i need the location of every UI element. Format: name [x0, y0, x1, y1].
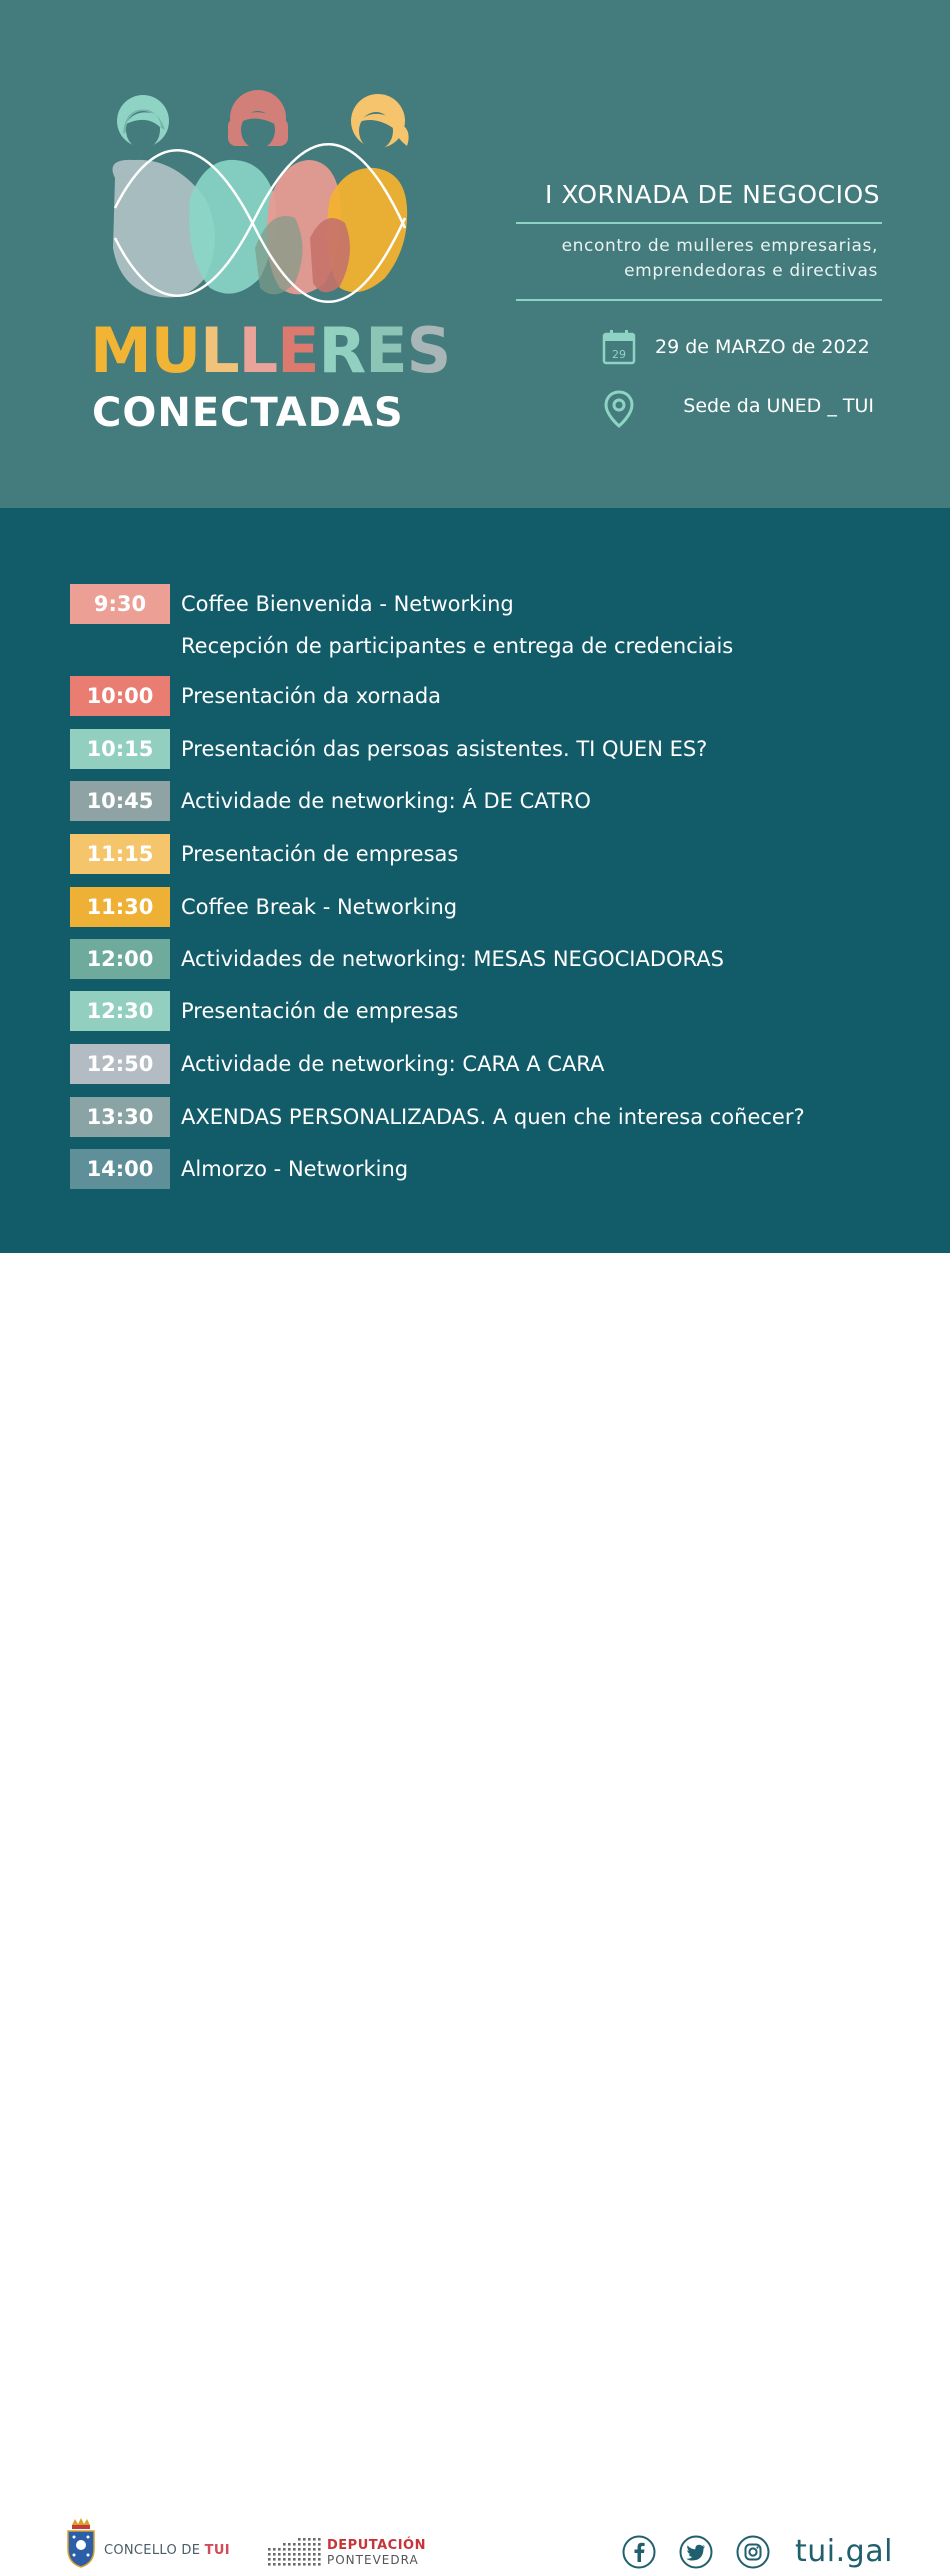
- dot: [288, 2543, 291, 2546]
- concello-prefix: CONCELLO DE: [104, 2543, 205, 2558]
- concello-name: TUI: [204, 2543, 230, 2558]
- dot: [288, 2563, 291, 2566]
- schedule-row: [70, 584, 890, 658]
- dot: [303, 2553, 306, 2556]
- logo-women-icon: [95, 88, 425, 308]
- schedule-row: [70, 1149, 890, 1189]
- activity-label: Presentación de empresas: [181, 842, 459, 866]
- dot: [318, 2548, 321, 2551]
- activity-label: Actividade de networking: Á DE CATRO: [181, 789, 591, 813]
- time-badge: 10:15: [70, 729, 170, 769]
- event-date: 29 de MARZO de 2022: [655, 336, 870, 358]
- dot: [293, 2548, 296, 2551]
- footer: [0, 1253, 950, 2569]
- svg-text:29: 29: [612, 348, 626, 361]
- schedule-row: [70, 781, 890, 821]
- activity-label: Almorzo - Networking: [181, 1157, 409, 1181]
- dot: [283, 2558, 286, 2561]
- dot: [308, 2538, 311, 2541]
- location-pin-icon: [604, 390, 634, 428]
- dot: [283, 2563, 286, 2566]
- dot: [283, 2543, 286, 2546]
- dot: [308, 2553, 311, 2556]
- activity-label: Presentación das persoas asistentes. TI QUEN ES?: [181, 737, 708, 761]
- facebook-icon[interactable]: [622, 2535, 656, 2569]
- time-badge: 10:45: [70, 781, 170, 821]
- subtitle-line-1: encontro de mulleres empresarias,: [561, 236, 878, 256]
- dot: [318, 2543, 321, 2546]
- dot: [313, 2563, 316, 2566]
- activity-label: Coffee Bienvenida - Networking: [181, 592, 514, 616]
- subtitle-line-2: emprendedoras e directivas: [624, 261, 878, 281]
- time-badge: 11:15: [70, 834, 170, 874]
- time-badge: 12:00: [70, 939, 170, 979]
- dot: [268, 2563, 271, 2566]
- dot: [293, 2543, 296, 2546]
- dot: [288, 2553, 291, 2556]
- dot: [308, 2543, 311, 2546]
- dot: [283, 2548, 286, 2551]
- dot: [298, 2553, 301, 2556]
- dot: [308, 2558, 311, 2561]
- dot: [293, 2558, 296, 2561]
- dot: [278, 2558, 281, 2561]
- schedule-row: [70, 887, 890, 927]
- dot: [313, 2548, 316, 2551]
- dot: [318, 2553, 321, 2556]
- website-link[interactable]: tui.gal: [795, 2534, 893, 2569]
- brand-letter: R: [318, 314, 366, 387]
- brand-title-mulleres: [90, 316, 450, 386]
- activity-label: AXENDAS PERSONALIZADAS. A quen che interesa coñecer?: [181, 1105, 805, 1129]
- dot: [313, 2553, 316, 2556]
- dot: [298, 2543, 301, 2546]
- activity-label: Coffee Break - Networking: [181, 895, 458, 919]
- dot: [273, 2548, 276, 2551]
- schedule-row: [70, 834, 890, 874]
- coat-of-arms-icon: [64, 2515, 98, 2569]
- dot: [313, 2558, 316, 2561]
- dot: [293, 2553, 296, 2556]
- schedule-panel: [0, 508, 950, 1253]
- divider: [516, 299, 882, 301]
- header-panel: [0, 0, 950, 508]
- deputacion-label: DEPUTACIÓN: [327, 2538, 426, 2553]
- brand-letter: U: [150, 314, 201, 387]
- dot: [298, 2538, 301, 2541]
- dot: [268, 2548, 271, 2551]
- dot: [283, 2553, 286, 2556]
- time-badge: 9:30: [70, 584, 170, 624]
- schedule-row: [70, 676, 890, 716]
- time-badge: 12:50: [70, 1044, 170, 1084]
- dot: [298, 2563, 301, 2566]
- pontevedra-label: PONTEVEDRA: [327, 2553, 419, 2567]
- schedule-row: [70, 939, 890, 979]
- event-location: Sede da UNED _ TUI: [683, 395, 874, 417]
- dot: [318, 2563, 321, 2566]
- dot: [308, 2563, 311, 2566]
- dot: [298, 2558, 301, 2561]
- brand-letter: L: [200, 314, 239, 387]
- dot: [303, 2548, 306, 2551]
- activity-label: Presentación da xornada: [181, 684, 442, 708]
- schedule-row: [70, 991, 890, 1031]
- twitter-icon[interactable]: [679, 2535, 713, 2569]
- brand-letter: M: [90, 314, 151, 387]
- dot: [318, 2538, 321, 2541]
- concello-de-tui-logo: [104, 2543, 230, 2558]
- dot: [273, 2553, 276, 2556]
- dot: [268, 2553, 271, 2556]
- schedule-row: [70, 729, 890, 769]
- instagram-icon[interactable]: [736, 2535, 770, 2569]
- dot: [273, 2563, 276, 2566]
- dot: [318, 2558, 321, 2561]
- brand-letter: L: [238, 314, 278, 387]
- dot: [288, 2558, 291, 2561]
- dot: [303, 2563, 306, 2566]
- activity-label: Actividades de networking: MESAS NEGOCIADORAS: [181, 947, 724, 971]
- schedule-row: [70, 1044, 890, 1084]
- event-title: I XORNADA DE NEGOCIOS: [545, 180, 880, 209]
- time-badge: 12:30: [70, 991, 170, 1031]
- calendar-icon: [602, 329, 636, 365]
- dot: [303, 2558, 306, 2561]
- dot: [268, 2558, 271, 2561]
- dot: [308, 2548, 311, 2551]
- dot: [303, 2538, 306, 2541]
- activity-label: Presentación de empresas: [181, 999, 459, 1023]
- dot: [278, 2553, 281, 2556]
- dot: [303, 2543, 306, 2546]
- schedule-row: [70, 1097, 890, 1137]
- dot: [313, 2543, 316, 2546]
- brand-title-conectadas: CONECTADAS: [92, 390, 404, 436]
- deputacion-dots-icon: [268, 2538, 322, 2568]
- time-badge: 10:00: [70, 676, 170, 716]
- dot: [278, 2548, 281, 2551]
- brand-letter: E: [365, 314, 407, 387]
- dot: [278, 2563, 281, 2566]
- divider: [516, 222, 882, 224]
- event-subtitle: [458, 234, 878, 284]
- dot: [273, 2558, 276, 2561]
- time-badge: 14:00: [70, 1149, 170, 1189]
- brand-letter: S: [406, 314, 451, 387]
- activity-label: Actividade de networking: CARA A CARA: [181, 1052, 605, 1076]
- dot: [313, 2538, 316, 2541]
- time-badge: 13:30: [70, 1097, 170, 1137]
- time-badge: 11:30: [70, 887, 170, 927]
- dot: [293, 2563, 296, 2566]
- brand-letter: E: [277, 314, 319, 387]
- dot: [298, 2548, 301, 2551]
- activity-detail: Recepción de participantes e entrega de credenciais: [181, 634, 734, 658]
- dot: [288, 2548, 291, 2551]
